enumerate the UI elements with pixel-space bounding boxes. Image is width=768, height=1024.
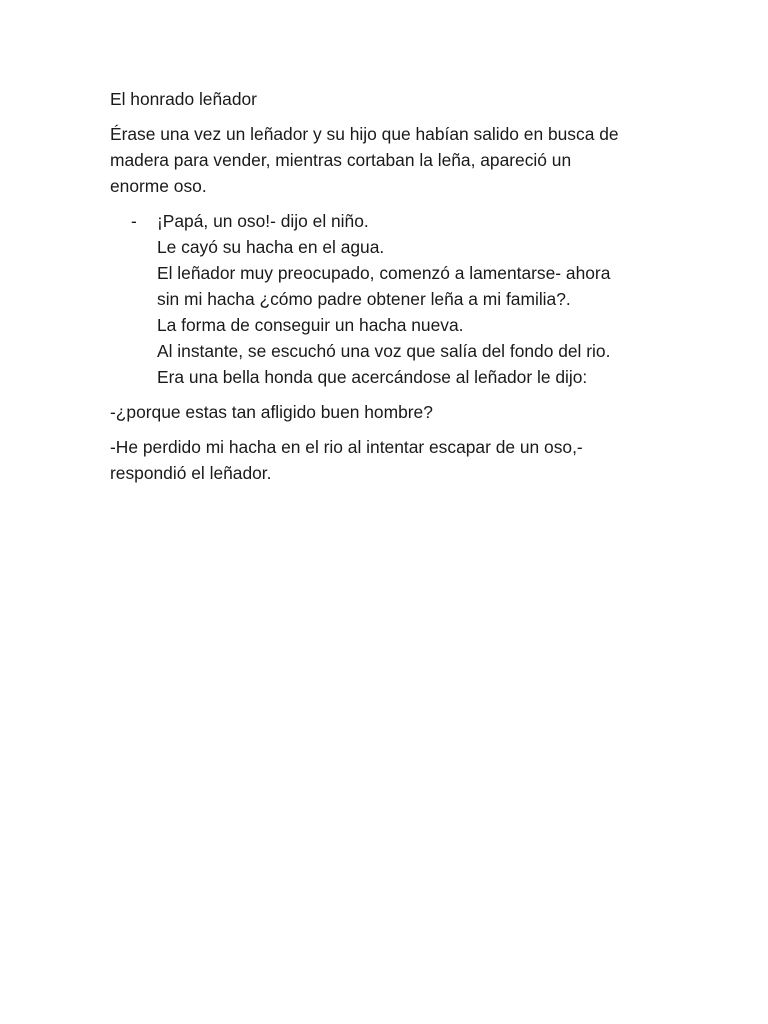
list-bullet: -: [131, 211, 137, 231]
intro-line: Érase una vez un leñador y su hijo que habían salido en busca de: [110, 124, 619, 144]
list-line: Al instante, se escuchó una voz que salía del fondo del rio.: [157, 341, 611, 361]
list-line: Era una bella honda que acercándose al leñador le dijo:: [157, 367, 588, 387]
document-page: [110, 86, 670, 495]
document-title: El honrado leñador: [110, 89, 257, 109]
dialogue-list-item: [110, 208, 670, 390]
intro-paragraph: [110, 121, 670, 199]
answer-paragraph: [110, 434, 670, 486]
list-line: ¡Papá, un oso!- dijo el niño.: [157, 211, 369, 231]
intro-line: madera para vender, mientras cortaban la leña, apareció un: [110, 150, 572, 170]
list-line: Le cayó su hacha en el agua.: [157, 237, 385, 257]
question-paragraph: [110, 399, 670, 425]
answer-line: -He perdido mi hacha en el rio al intentar escapar de un oso,-: [110, 437, 583, 457]
list-line: sin mi hacha ¿cómo padre obtener leña a mi familia?.: [157, 289, 571, 309]
question-line: -¿porque estas tan afligido buen hombre?: [110, 402, 433, 422]
answer-line: respondió el leñador.: [110, 463, 272, 483]
list-line: El leñador muy preocupado, comenzó a lamentarse- ahora: [157, 263, 611, 283]
dialogue-list: [110, 208, 670, 390]
list-line: La forma de conseguir un hacha nueva.: [157, 315, 464, 335]
intro-line: enorme oso.: [110, 176, 207, 196]
